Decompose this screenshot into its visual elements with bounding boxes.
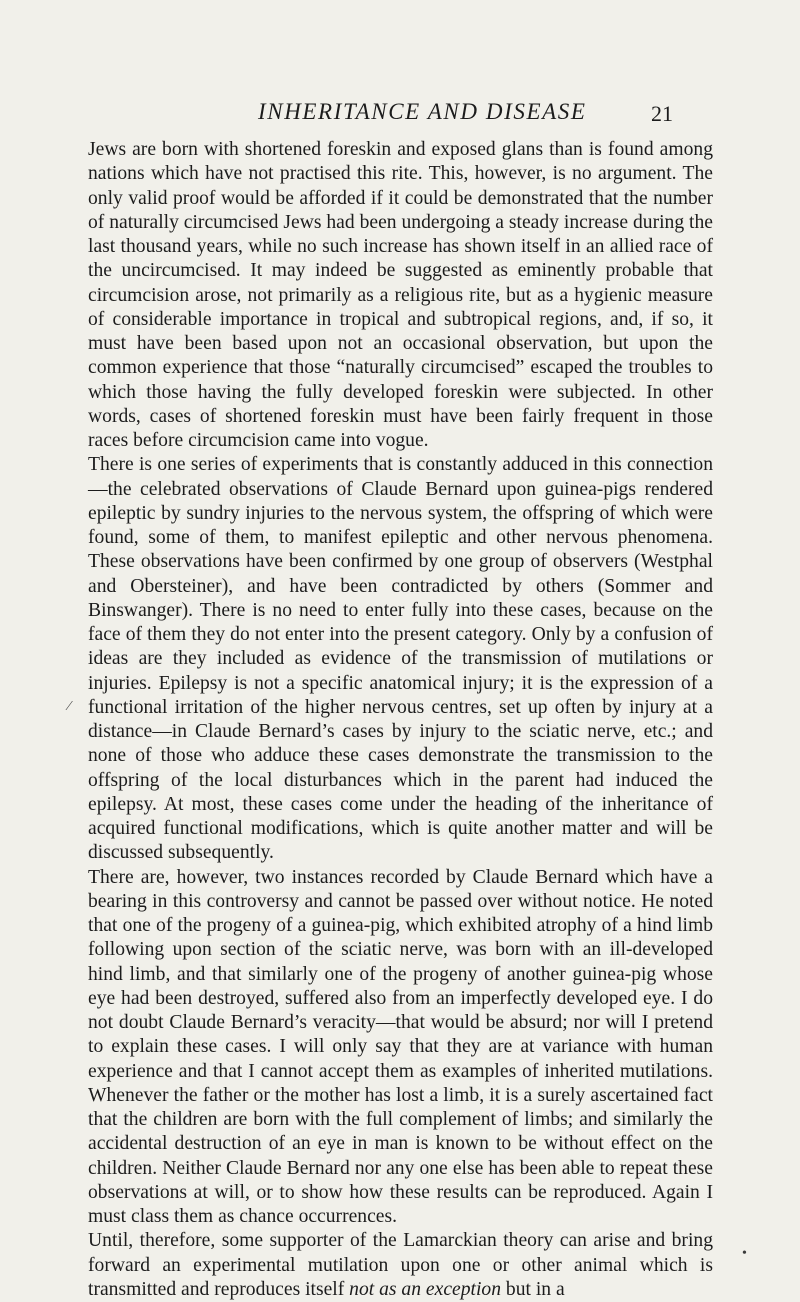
paragraph-lamarckian-end: but in a: [501, 1278, 565, 1300]
running-head: [0, 97, 800, 127]
paragraph-lamarckian-text: Until, therefore, some supporter of the Lamarckian theory can arise and bring forward an experimental mutilation upon one or other animal which is transmitted and reproduces itself: [88, 1230, 713, 1300]
paragraph-circumcision: Jews are born with shortened foreskin and exposed glans than is found among nations which have not practised this rite. This, however, is no argument. The only valid proof would be afforded if it could be demonstrated that the number of naturally circumcised Jews had been undergoing a steady increase during the last thousand years, while no such increase has shown itself in an allied race of the uncircumcised. It may indeed be suggested as eminently probable that circumcision arose, not primarily as a religious rite, but as a hygienic measure of considerable importance in tropical and subtropical regions, and, if so, it must have been based upon not an occasional observation, but upon the common experience that those “naturally circumcised” escaped the troubles to which those having the fully developed foreskin were subjected. In other words, cases of shortened foreskin must have been fairly frequent in those races before circumcision came into vogue.: [88, 139, 713, 451]
margin-dot-mark: •: [742, 1246, 747, 1261]
body-text: [88, 138, 713, 1302]
paragraph-lamarckian: [88, 1229, 713, 1302]
paragraph-two-instances: There are, however, two instances recorded by Claude Bernard which have a bearing in this controversy and cannot be passed over without notice. He noted that one of the progeny of a guinea-pig, which exhibited atrophy of a hind limb following upon section of the sciatic nerve, was born with an ill-developed hind limb, and that similarly one of the progeny of another guinea-pig whose eye had been destroyed, suffered also from an imperfectly developed eye. I do not doubt Claude Bernard’s veracity—that would be absurd; nor will I pretend to explain these cases. I will only say that they are at variance with human experience and that I cannot accept them as examples of inherited mutilations. Whenever the father or the mother has lost a limb, it is a surely ascertained fact that the children are born with the full complement of limbs; and similarly the accidental destruction of an eye in man is known to be without effect on the children. Neither Claude Bernard nor any one else has been able to repeat these observations at will, or to show how these results can be reproduced. Again I must class them as chance occurrences.: [88, 866, 713, 1227]
italic-phrase: not as an exception: [349, 1278, 501, 1300]
margin-pencil-mark: ⁄: [68, 699, 71, 714]
paragraph-claude-bernard-epilepsy: There is one series of experiments that is constantly adduced in this connection—the celebrated observations of Claude Bernard upon guinea-pigs rendered epileptic by sundry injuries to the nervous system, the offspring of which were found, some of them, to manifest epileptic and other nervous phenomena. These observations have been confirmed by one group of observers (Westphal and Obersteiner), and have been contradicted by others (Sommer and Binswanger). There is no need to enter fully into these cases, because on the face of them they do not enter into the present category. Only by a confusion of ideas are they included as evidence of the transmission of mutilations or injuries. Epilepsy is not a specific anatomical injury; it is the expression of a functional irritation of the higher nervous centres, set up often by injury at a distance—in Claude Bernard’s cases by injury to the sciatic nerve, etc.; and none of those who adduce these cases demonstrate the transmission to the offspring of the local disturbances which in the parent had induced the epilepsy. At most, these cases come under the heading of the inheritance of acquired functional modifications, which is quite another matter and will be discussed subsequently.: [88, 454, 713, 864]
page-number: 21: [651, 101, 673, 126]
running-title: INHERITANCE AND DISEASE: [258, 99, 587, 124]
